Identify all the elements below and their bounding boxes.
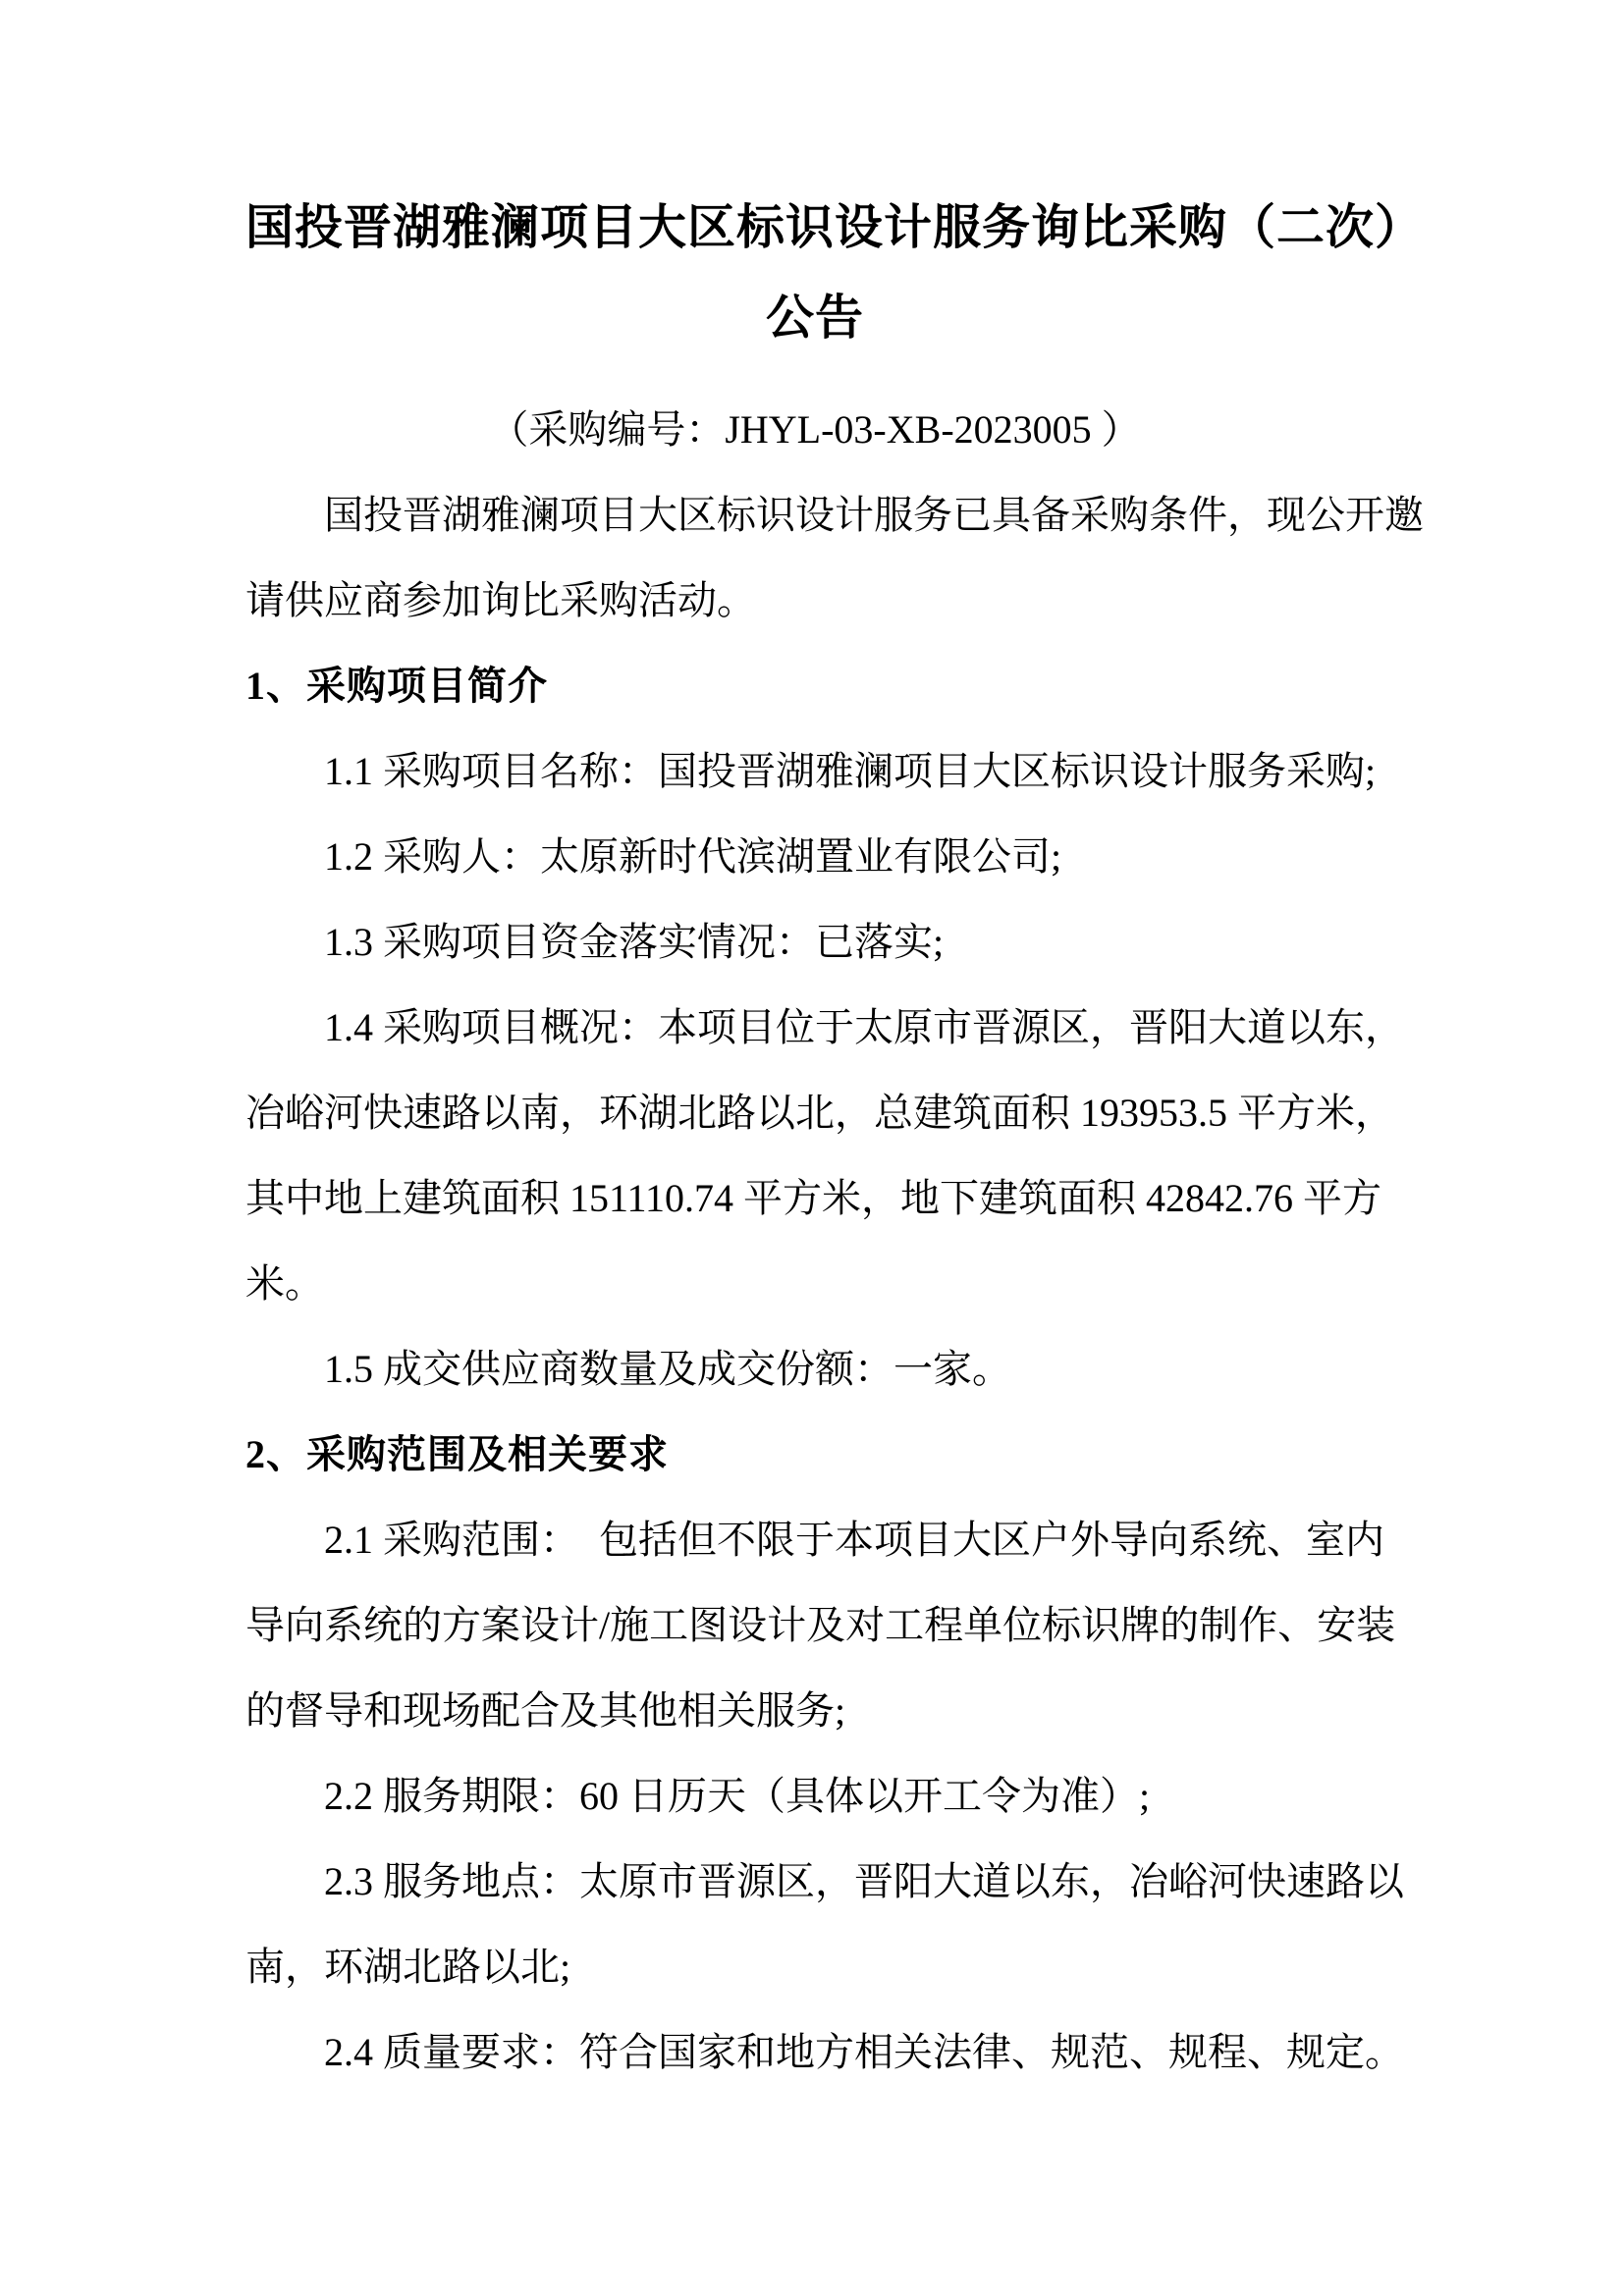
section1-item-1-5: 1.5 成交供应商数量及成交份额：一家。 — [324, 1347, 1011, 1391]
section2-item-2-1-line2: 导向系统的方案设计/施工图设计及对工程单位标识牌的制作、安装 — [245, 1603, 1396, 1647]
section2-heading: 2、采购范围及相关要求 — [245, 1432, 669, 1476]
section2-item-2-3-line1: 2.3 服务地点：太原市晋源区，晋阳大道以东，冶峪河快速路以 — [324, 1859, 1404, 1903]
section1-heading: 1、采购项目简介 — [245, 664, 548, 708]
intro-paragraph-line1: 国投晋湖雅澜项目大区标识设计服务已具备采购条件，现公开邀 — [324, 493, 1424, 537]
section2-item-2-1-line1: 2.1 采购范围： 包括但不限于本项目大区户外导向系统、室内 — [324, 1518, 1384, 1562]
section1-item-1-2: 1.2 采购人：太原新时代滨湖置业有限公司; — [324, 834, 1062, 879]
section1-item-1-3: 1.3 采购项目资金落实情况：已落实; — [324, 920, 945, 964]
section2-item-2-3-line2: 南，环湖北路以北; — [245, 1945, 571, 1989]
intro-paragraph-line2: 请供应商参加询比采购活动。 — [245, 578, 756, 622]
section2-item-2-1-line3: 的督导和现场配合及其他相关服务; — [245, 1688, 846, 1733]
section2-item-2-4: 2.4 质量要求：符合国家和地方相关法律、规范、规程、规定。 — [324, 2030, 1404, 2074]
section1-item-1-4-line3: 其中地上建筑面积 151110.74 平方米，地下建筑面积 42842.76 平方 — [245, 1176, 1382, 1220]
document-title-line2: 公告 — [765, 291, 864, 345]
procurement-number: （采购编号：JHYL-03-XB-2023005 ） — [489, 407, 1141, 452]
document-title-line1: 国投晋湖雅澜项目大区标识设计服务询比采购（二次） — [245, 200, 1425, 254]
document-title — [245, 183, 1425, 363]
section1-item-1-4-line1: 1.4 采购项目概况：本项目位于太原市晋源区，晋阳大道以东， — [324, 1005, 1404, 1049]
section1-item-1-4-line2: 冶峪河快速路以南，环湖北路以北，总建筑面积 193953.5 平方米， — [245, 1091, 1394, 1135]
document-body — [245, 472, 1424, 2095]
section1-item-1-4-line4: 米。 — [245, 1261, 324, 1306]
section2-item-2-2: 2.2 服务期限：60 日历天（具体以开工令为准）; — [324, 1774, 1151, 1818]
section1-item-1-1: 1.1 采购项目名称：国投晋湖雅澜项目大区标识设计服务采购; — [324, 749, 1377, 793]
